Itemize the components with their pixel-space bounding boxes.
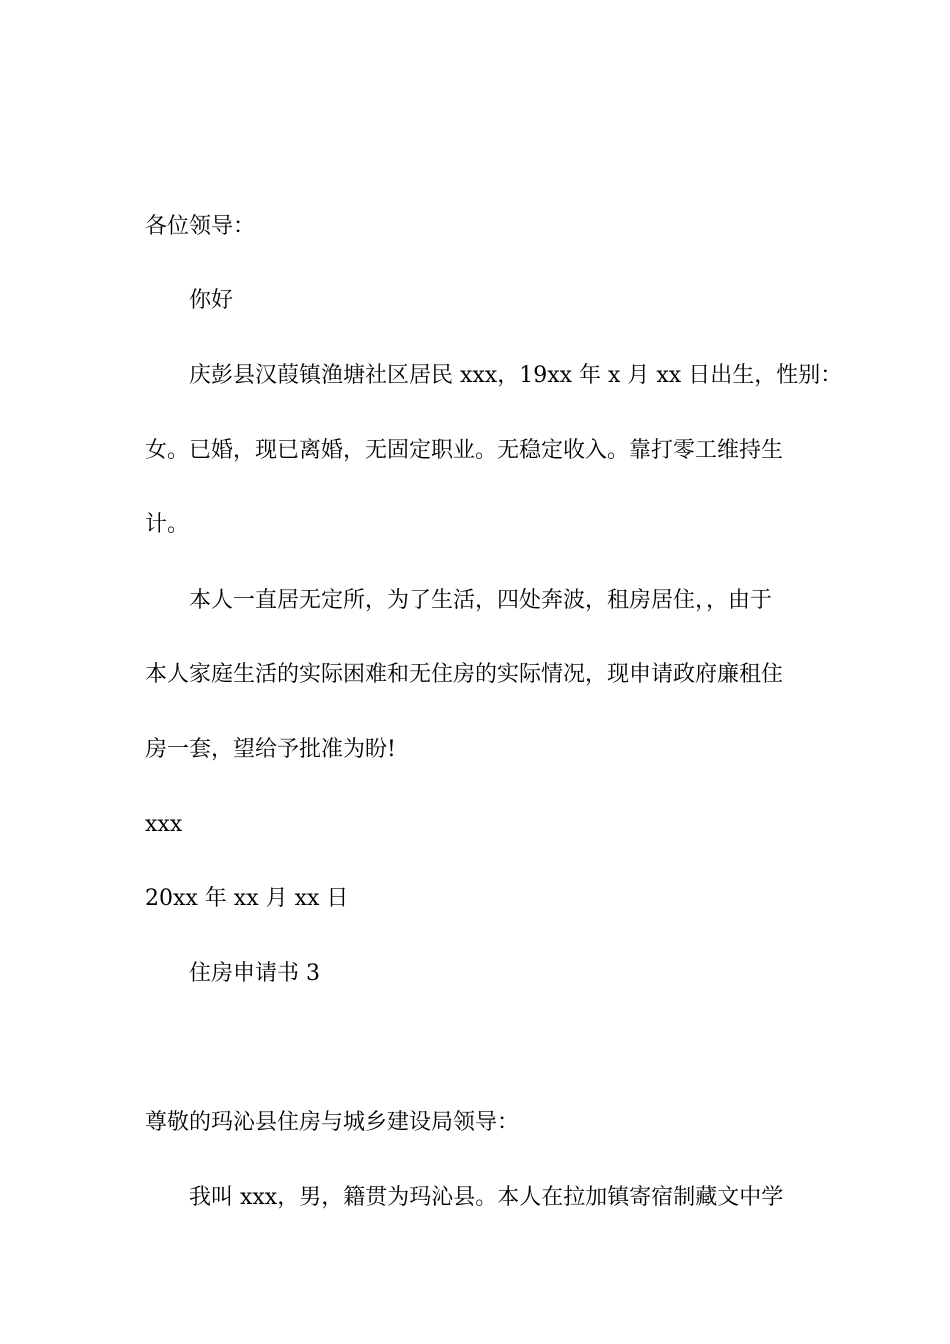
paragraph-2-line-3: 房一套，望给予批准为盼! [145, 737, 396, 762]
signature-name: xxx [145, 812, 183, 837]
paragraph-1-line-3: 计。 [145, 512, 190, 537]
paragraph-1-line-1: 庆彭县汉葭镇渔塘社区居民 xxx，19xx 年 x 月 xx 日出生，性别： [189, 363, 843, 388]
paragraph-1-line-2: 女。已婚，现已离婚，无固定职业。无稳定收入。靠打零工维持生 [145, 438, 784, 463]
salutation-first-letter: 各位领导： [145, 214, 256, 239]
salutation-second-letter: 尊敬的玛沁县住房与城乡建设局领导： [145, 1110, 520, 1135]
paragraph-3-line-1: 我叫 xxx，男，籍贯为玛沁县。本人在拉加镇寄宿制藏文中学 [189, 1185, 784, 1210]
signature-date: 20xx 年 xx 月 xx 日 [145, 886, 349, 911]
greeting: 你好 [189, 288, 234, 313]
paragraph-2-line-1: 本人一直居无定所，为了生活，四处奔波，租房居住，，由于 [189, 588, 773, 613]
section-title: 住房申请书 3 [189, 961, 320, 986]
paragraph-2-line-2: 本人家庭生活的实际困难和无住房的实际情况，现申请政府廉租住 [145, 662, 784, 687]
